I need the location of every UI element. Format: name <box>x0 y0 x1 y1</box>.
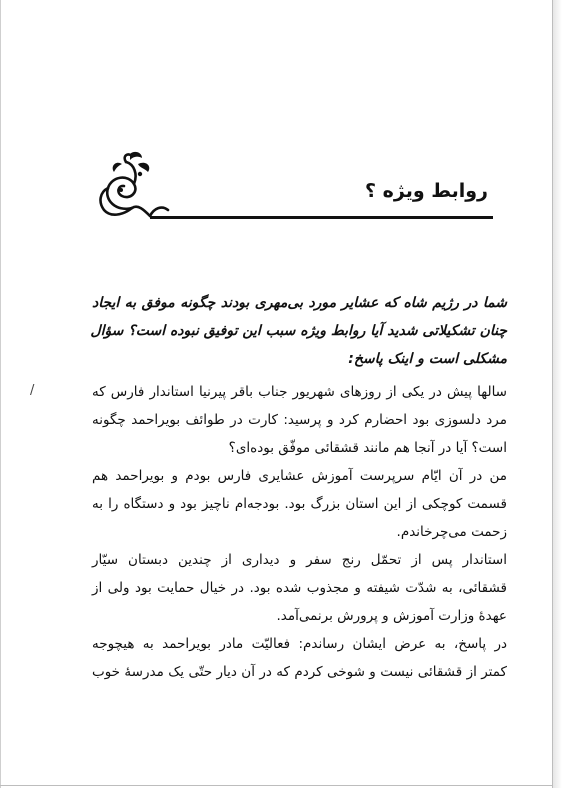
body-line: سالها پیش در یکی از روزهای شهریور جناب باقر پیرنیا استاندار فارس که <box>92 384 507 400</box>
body-line: استاندار پس از تحمّل رنج سفر و دیداری از چندین دبستان سیّار <box>92 552 507 568</box>
chapter-title: روابط ویژه ؟ <box>365 180 488 202</box>
body-line: است؟ آیا در آنجا هم مانند قشقائی موفّق بوده‌ای؟ <box>228 440 507 456</box>
body-line: زحمت می‌چرخاندم. <box>396 524 507 540</box>
intro-line: چنان تشکیلاتی شدید آیا روابط ویژه سبب این توفیق نبوده است؟ سؤال <box>90 323 507 339</box>
body-line: کمتر از قشقائی نیست و شوخی کردم که در آن دیار حتّی یک مدرسهٔ خوب <box>92 664 507 680</box>
floral-ornament-icon <box>94 150 172 222</box>
body-line: من در آن ایّام سرپرست آموزش عشایری فارس بودم و بویراحمد هم <box>92 468 507 484</box>
body-line: قسمت کوچکی از این استان بزرگ بود. بودجه‌ام ناچیز بود و دستگاه را به <box>92 496 507 512</box>
intro-line: شما در رژیم شاه که عشایر مورد بی‌مهری بودند چگونه موفق به ایجاد <box>92 295 507 311</box>
page-shadow <box>553 0 562 788</box>
body-line: عهدهٔ وزارت آموزش و پرورش برنمی‌آمد. <box>276 608 507 624</box>
heading-underline <box>150 216 493 219</box>
intro-line: مشکلی است و اینک پاسخ: <box>348 351 507 367</box>
body-line: در پاسخ، به عرض ایشان رساندم: فعالیّت مادر بویراحمد به هیچوجه <box>92 636 507 652</box>
margin-mark: / <box>30 383 35 398</box>
body-line: قشقائی، به شدّت شیفته و مجذوب شده بود. در خیال حمایت بود ولی از <box>92 580 507 596</box>
body-line: مرد دلسوزی بود احضارم کرد و پرسید: کارت در طوائف بویراحمد چگونه <box>92 412 507 428</box>
